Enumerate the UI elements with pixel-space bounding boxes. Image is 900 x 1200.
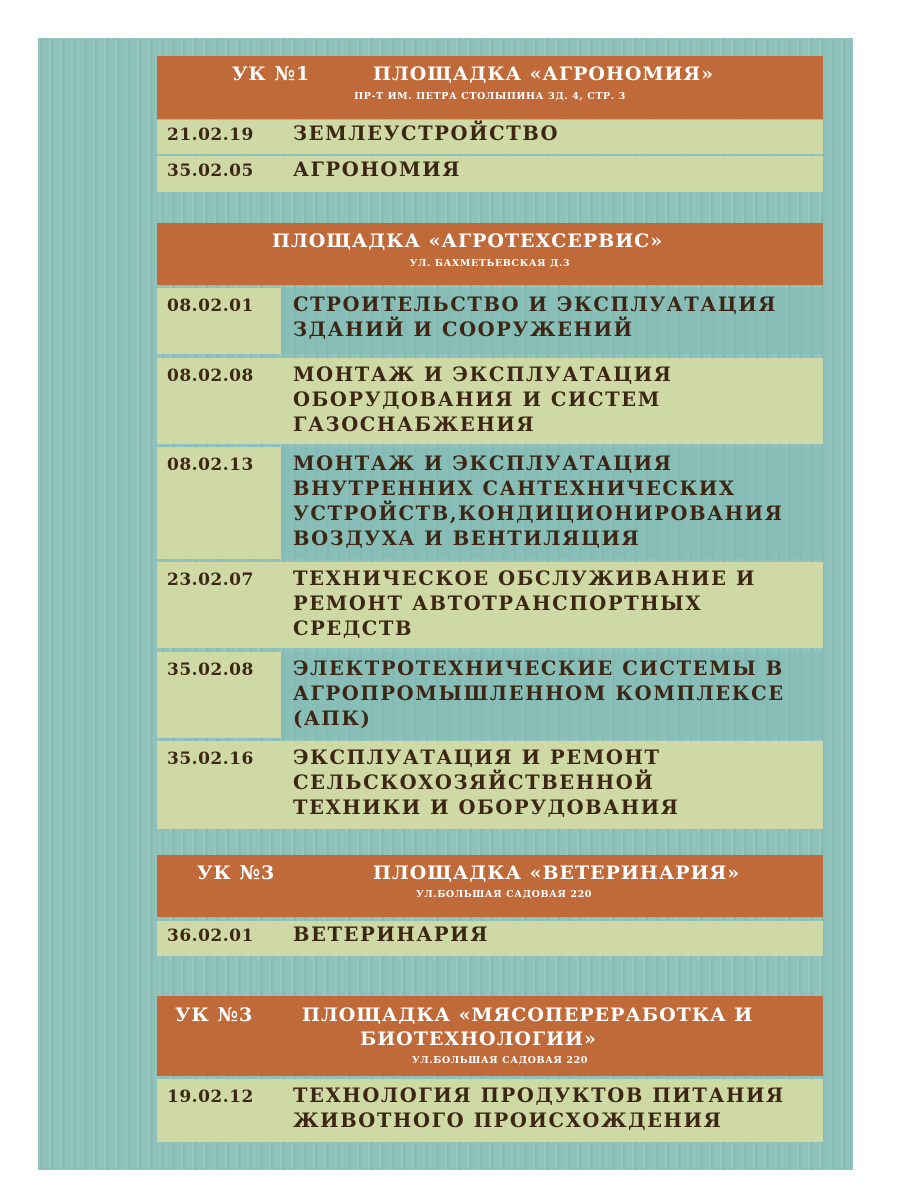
program-name: МОНТАЖ И ЭКСПЛУАТАЦИЯ ОБОРУДОВАНИЯ И СИСТЕМ ГАЗОСНАБЖЕНИЯ bbox=[293, 363, 673, 436]
program-row bbox=[157, 120, 823, 154]
section-address: УЛ. БАХМЕТЬЕВСКАЯ Д.3 bbox=[409, 258, 571, 269]
uk-label: УК №3 bbox=[175, 1004, 254, 1026]
program-name: ВЕТЕРИНАРИЯ bbox=[293, 923, 489, 946]
section-title-line-1: ПЛОЩАДКА «МЯСОПЕРЕРАБОТКА И bbox=[302, 1004, 754, 1026]
section-header-agronomy bbox=[157, 56, 823, 119]
program-row bbox=[157, 358, 823, 444]
section-address: ПР-Т ИМ. ПЕТРА СТОЛЫПИНА ЗД. 4, СТР. 3 bbox=[354, 91, 626, 102]
program-row bbox=[157, 562, 823, 648]
uk-label: УК №3 bbox=[197, 862, 276, 884]
program-code: 08.02.08 bbox=[157, 358, 281, 444]
program-name: МОНТАЖ И ЭКСПЛУАТАЦИЯ ВНУТРЕННИХ САНТЕХНИЧЕСКИХ УСТРОЙСТВ,КОНДИЦИОНИРОВАНИЯ ВОЗДУХА И ВЕНТИЛЯЦИЯ bbox=[293, 452, 784, 550]
section-header-meat-processing bbox=[157, 996, 823, 1076]
program-row bbox=[157, 741, 823, 829]
program-name: ЭЛЕКТРОТЕХНИЧЕСКИЕ СИСТЕМЫ В АГРОПРОМЫШЛЕННОМ КОМПЛЕКСЕ (АПК) bbox=[293, 657, 785, 730]
program-code: 36.02.01 bbox=[157, 921, 281, 956]
program-row bbox=[157, 1079, 823, 1142]
section-title: ПЛОЩАДКА «АГРОТЕХСЕРВИС» bbox=[272, 230, 664, 252]
section-header-agrotechservice bbox=[157, 223, 823, 285]
program-name: ЭКСПЛУАТАЦИЯ И РЕМОНТ СЕЛЬСКОХОЗЯЙСТВЕННОЙ ТЕХНИКИ И ОБОРУДОВАНИЯ bbox=[293, 746, 680, 819]
program-name: ТЕХНИЧЕСКОЕ ОБСЛУЖИВАНИЕ И РЕМОНТ АВТОТРАНСПОРТНЫХ СРЕДСТВ bbox=[293, 567, 757, 640]
section-address: УЛ.БОЛЬШАЯ САДОВАЯ 220 bbox=[411, 1055, 589, 1066]
uk-label: УК №1 bbox=[232, 63, 311, 85]
program-row bbox=[157, 156, 823, 192]
section-header-veterinary bbox=[157, 855, 823, 917]
program-name: АГРОНОМИЯ bbox=[293, 158, 462, 181]
program-row bbox=[157, 652, 823, 738]
program-code: 35.02.05 bbox=[157, 156, 281, 192]
program-row bbox=[157, 288, 823, 354]
program-code: 35.02.16 bbox=[157, 741, 281, 829]
program-code: 35.02.08 bbox=[157, 652, 281, 738]
program-code: 23.02.07 bbox=[157, 562, 281, 648]
section-address: УЛ.БОЛЬШАЯ САДОВАЯ 220 bbox=[415, 889, 593, 900]
section-title-line-2: БИОТЕХНОЛОГИИ» bbox=[360, 1028, 597, 1050]
section-title: ПЛОЩАДКА «ВЕТЕРИНАРИЯ» bbox=[373, 862, 741, 884]
program-row bbox=[157, 447, 823, 559]
program-row bbox=[157, 921, 823, 956]
program-code: 21.02.19 bbox=[157, 120, 281, 154]
program-code: 08.02.01 bbox=[157, 288, 281, 354]
section-title: ПЛОЩАДКА «АГРОНОМИЯ» bbox=[373, 63, 715, 85]
program-name: ТЕХНОЛОГИЯ ПРОДУКТОВ ПИТАНИЯ ЖИВОТНОГО ПРОИСХОЖДЕНИЯ bbox=[293, 1084, 785, 1132]
program-name: ЗЕМЛЕУСТРОЙСТВО bbox=[293, 122, 560, 145]
program-code: 08.02.13 bbox=[157, 447, 281, 559]
program-name: СТРОИТЕЛЬСТВО И ЭКСПЛУАТАЦИЯ ЗДАНИЙ И СООРУЖЕНИЙ bbox=[293, 293, 778, 341]
poster bbox=[38, 38, 853, 1170]
program-code: 19.02.12 bbox=[157, 1079, 281, 1142]
